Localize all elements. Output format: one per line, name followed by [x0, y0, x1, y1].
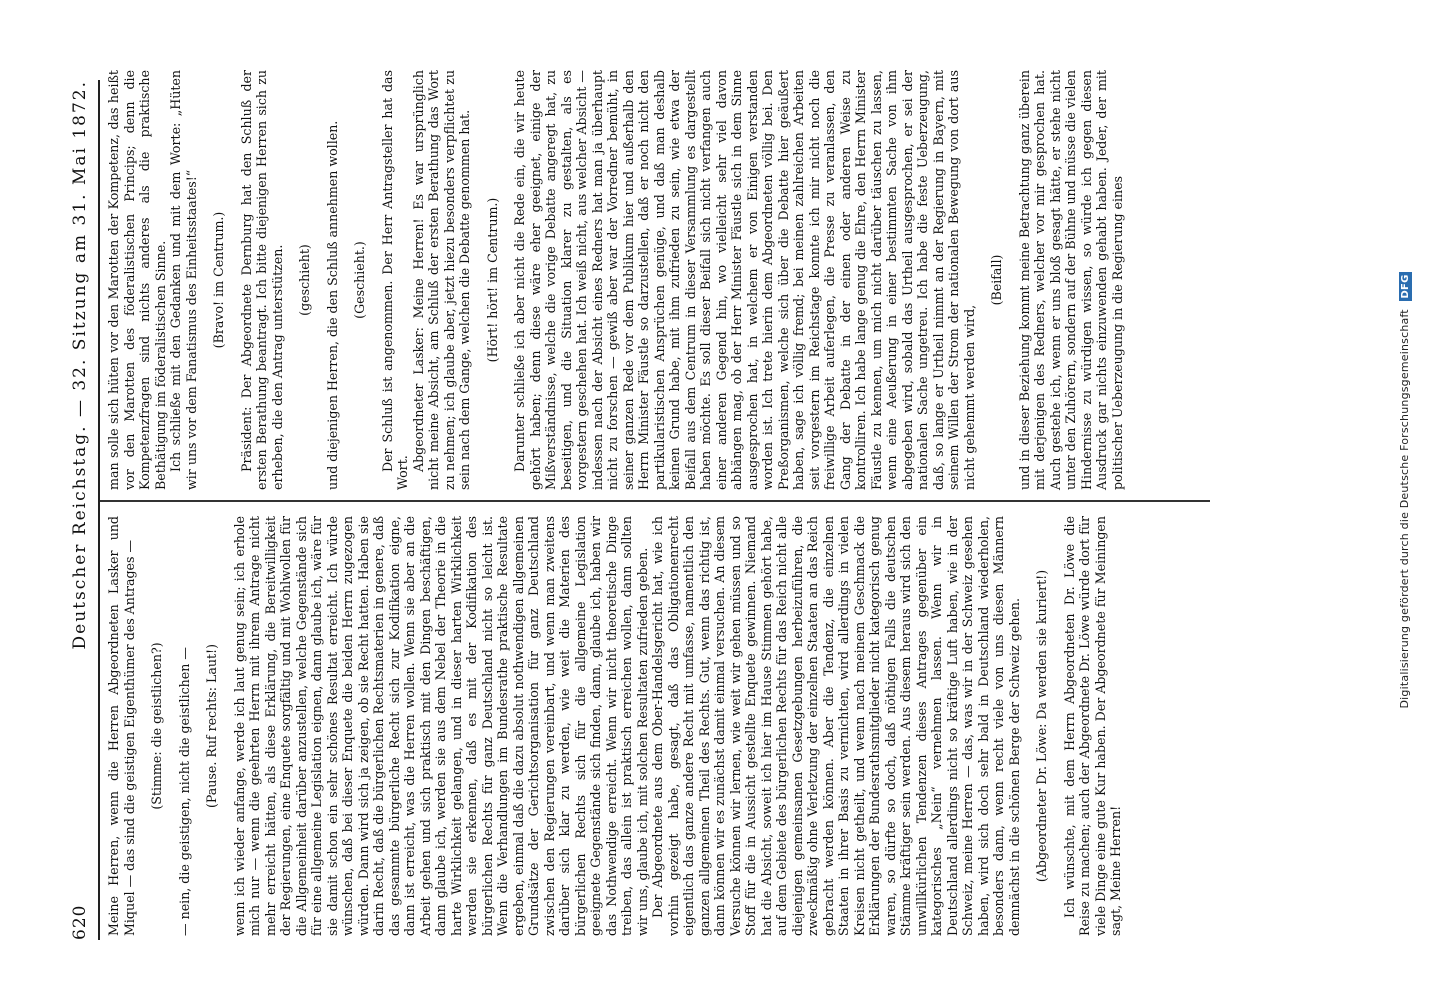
paragraph: und in dieser Beziehung kommt meine Betrachtung ganz überein mit derjenigen des Redners, welcher vor mir gesprochen hat. Auch gestehe ich, wenn er uns bloß gesagt hätte, er stehe nicht unter den Zuhörern, sondern auf der Bühne und müsse die vielen Hindernisse zu würdigen wissen, so würde ich gegen diesen Ausdruck gar nichts einzuwenden gehabt haben. Jeder, der mit politischer Ueberzeugung in die Regierung eines — [1016, 70, 1125, 490]
page-header — [60, 80, 90, 940]
right-column — [106, 70, 1125, 490]
funding-note — [1398, 40, 1412, 940]
paragraph: Präsident: Der Abgeordnete Dernburg hat den Schluß der ersten Berathung beantragt. Ich bitte diejenigen Herren sich zu erheben, die den Antrag unterstützen. — [238, 70, 285, 490]
paragraph: — nein, die geistigen, nicht die geistlichen — — [176, 647, 192, 936]
stage-direction: (Abgeordneter Dr. Löwe: Da werden sie kuriert!) — [1034, 569, 1049, 883]
page-number: 620 — [70, 904, 90, 940]
paragraph: Meine Herren, wenn die Herren Abgeordneten Lasker und Miquel — das sind die geistigen Eigenthümer des Antrages — — [106, 516, 137, 936]
paragraph: und diejenigen Herren, die den Schluß annehmen wollen. — [324, 120, 340, 490]
stage-direction: (geschieht) — [297, 244, 312, 316]
stage-direction: (Bravo! im Centrum.) — [211, 211, 226, 349]
paragraph: wenn ich wieder anfange, werde ich laut genug sein; ich erhole mich nur — wenn die geehrten Herrn mit ihrem Antrage nicht mehr erreicht hätten, als diese Erklärung, die Bereitwilligkeit der Regierungen, eine Enquete sorgfältig und mit Wohlwollen für die Allgemeinheit darüber anzustellen, welche Gegenstände sich für eine allgemeine Legislation eignen, dann glaube ich, wäre für sie damit schon ein sehr schönes Resultat erreicht. Ich würde wünschen, daß bei dieser Enquete die beiden Herrn zugezogen würden. Dann wird sich ja zeigen, ob sie Recht hatten. Haben sie darin Recht, daß die bürgerlichen Rechtsmaterien in genere, daß das gesammte bürgerliche Recht sich zur Kodifikation eigne, dann ist erreicht, was die Herren wollen. Wenn sie aber an die Arbeit gehen und sich praktisch mit den Dingen beschäftigen, dann glaube ich, werden sie aus dem Nebel der Theorie in die harte Wirklichkeit gelangen, und in dieser harten Wirklichkeit werden sie erkennen, daß es mit der Kodifikation des bürgerlichen Rechts für ganz Deutschland nicht so leicht ist. Wenn die Verhandlungen im Bundesrathe praktische Resultate ergeben, einmal daß die dazu absolut nothwendigen allgemeinen Grundsätze der Gerichtsorganisation für ganz Deutschland zwischen den Regierungen vereinbart, und wenn man zweitens darüber sich klar zu werden, wie weit die Materien des bürgerlichen Rechts sich für die allgemeine Legislation geeignete Gegenstände sich finden, dann, glaube ich, haben wir das Nothwendige erreicht. Wenn wir nicht theoretische Dinge treiben, das allein ist praktisch erreichen wollen, dann sollten wir uns, glaube ich, mit solchen Resultaten zufrieden geben. — [231, 516, 650, 936]
stage-direction: (Hört! hört! im Centrum.) — [484, 197, 500, 363]
stage-direction: (Pause. Ruf rechts: Laut!) — [204, 643, 219, 809]
funding-text: Digitalisierung gefördert durch die Deutsche Forschungsgemeinschaft — [1398, 309, 1411, 709]
paragraph: man solle sich hüten vor den Marotten der Kompetenz, das heißt vor den Marotten des föderalistischen Princips; denn die Kompetenzfragen sind nichts anderes als die praktische Bethätigung im föderalistischen Sinne. — [106, 70, 168, 490]
paragraph: Ich wünschte, mit dem Herrn Abgeordneten Dr. Löwe die Reise zu machen; auch der Abgeordnete Dr. Löwe würde dort für viele Dinge eine gute Kur haben. Der Abgeordnete für Meiningen sagt, Meine Herren! — [1061, 516, 1123, 936]
paragraph: Abgeordneter Lasker: Meine Herren! Es war ursprünglich nicht meine Absicht, am Schluß der ersten Berathung das Wort zu nehmen; ich glaube aber, jetzt hiezu besonders verpflichtet zu sein nach dem Gange, welchen die Debatte genommen hat. — [410, 70, 472, 490]
stage-direction: (Geschieht.) — [352, 241, 367, 319]
header-rule — [98, 80, 100, 940]
column-divider — [100, 500, 1210, 502]
stage-direction: (Beifall) — [989, 254, 1004, 306]
page-title: Deutscher Reichstag. — 32. Sitzung am 31. Mai 1872. — [70, 80, 90, 650]
dfg-logo: DFG — [1399, 272, 1412, 302]
paragraph: Der Abgeordnete aus dem Ober-Handelsgericht hat, wie ich vorhin gezeigt habe, gesagt, daß das Obligationenrecht eigentlich das ganze andere Recht mit umfasse, namentlich den ganzen allgemeinen Theil des Rechts. Gut, wenn das richtig ist, dann können wir es zunächst damit einmal versuchen. An diesem Versuche können wir lernen, wie weit wir gehen müssen und so Stoff für die in Aussicht gestellte Enquete gewinnen. Niemand hat die Absicht, soweit ich hier im Hause Stimmen gehört habe, auf dem Gebiete des bürgerlichen Rechts für das Reich nicht alle diejenigen gemeinsamen Gesetzgebungen herbeizuführen, die zweckmäßig ohne Verletzung der einzelnen Staaten an das Reich gebracht werden können. Aber die Tendenz, die einzelnen Staaten in ihrer Basis zu vernichten, wird allerdings in vielen Kreisen nicht getheilt, und wenn nach meinem Geschmack die Erklärungen der Bundesrathsmitglieder nicht kategorisch genug waren, so dürfte so doch, daß nöthigen Falls die deutschen Stämme kräftiger sein werden. Aus diesem heraus wird sich den unwillkürlichen Tendenzen dieses Antrages gegenüber ein kategorisches „Nein“ vernehmen lassen. Wenn wir in Deutschland allerdings nicht so kräftige Luft haben, wie in der Schweiz, meine Herren — das, was wir in der Schweiz gesehen haben, wird sich doch sehr bald in Deutschland wiederholen, besonders dann, wenn recht viele von uns diesen Männern demnächst in die schönen Berge der Schweiz gehen. — [650, 516, 1022, 936]
left-column — [106, 516, 1124, 936]
paragraph: Ich schließe mit den Gedanken und mit dem Worte: „Hüten wir uns vor dem Fanatismus des Einheitsstaates!“ — [168, 70, 199, 490]
stage-direction: (Stimme: die geistlichen?) — [149, 642, 164, 810]
paragraph: Der Schluß ist angenommen. Der Herr Antragsteller hat das Wort. — [379, 70, 410, 490]
paragraph: Darunter schließe ich aber nicht die Rede ein, die wir heute gehört haben; denn diese wäre eher geeignet, einige der Mißverständnisse, welche die vorige Debatte angeregt hat, zu beseitigen, und die Situation klarer zu gestalten, als es vorgestern geschehen hat. Ich weiß nicht, aus welcher Absicht — indessen nach der Absicht eines Redners hat man ja überhaupt nicht zu forschen — gewiß aber war der Vorredner bemüht, in seiner ganzen Rede vor dem Publikum hier und außerhalb den Herrn Minister Fäustle so darzustellen, daß er noch nicht den partikularistischen Ansprüchen genüge, und daß man deshalb keinen Grund habe, mit ihm zufrieden zu sein, wie etwa der Beifall aus dem Centrum in dieser Versammlung es dargestellt haben möchte. Es soll dieser Beifall sich nicht verfangen auch einer anderen Gegend hin, wo vielleicht sehr viel davon abhängen mag, ob der Herr Minister Fäustle sich in dem Sinne ausgesprochen hat, in welchem er von Einigen verstanden worden ist. Ich trete hierin dem Abgeordneten völlig bei. Den Preßorganismen, welche sich über die Debatte hier geäußert haben, sage ich völlig fremd; bei meinen zahlreichen Arbeiten seit vorgestern im Reichstage konnte ich mir nicht noch die freiwillige Arbeit auferlegen, die Presse zu veranlassen, den Gang der Debatte in der einen oder anderen Weise zu kontrolliren. Ich habe lange genug die Ehre, den Herrn Minister Fäustle zu kennen, um mich nicht darüber täuschen zu lassen, wenn eine Aeußerung in einer bestimmten Sache von ihm abgegeben wird, sobald das Urtheil ausgesprochen, er sei der nationalen Sache ungetreu. Ich habe die feste Ueberzeugung, daß, so lange er Urtheil nimmt an der Regierung in Bayern, mit seinem Willen der Strom der nationalen Bewegung von dort aus nicht gehemmt werden wird, — [512, 70, 977, 490]
